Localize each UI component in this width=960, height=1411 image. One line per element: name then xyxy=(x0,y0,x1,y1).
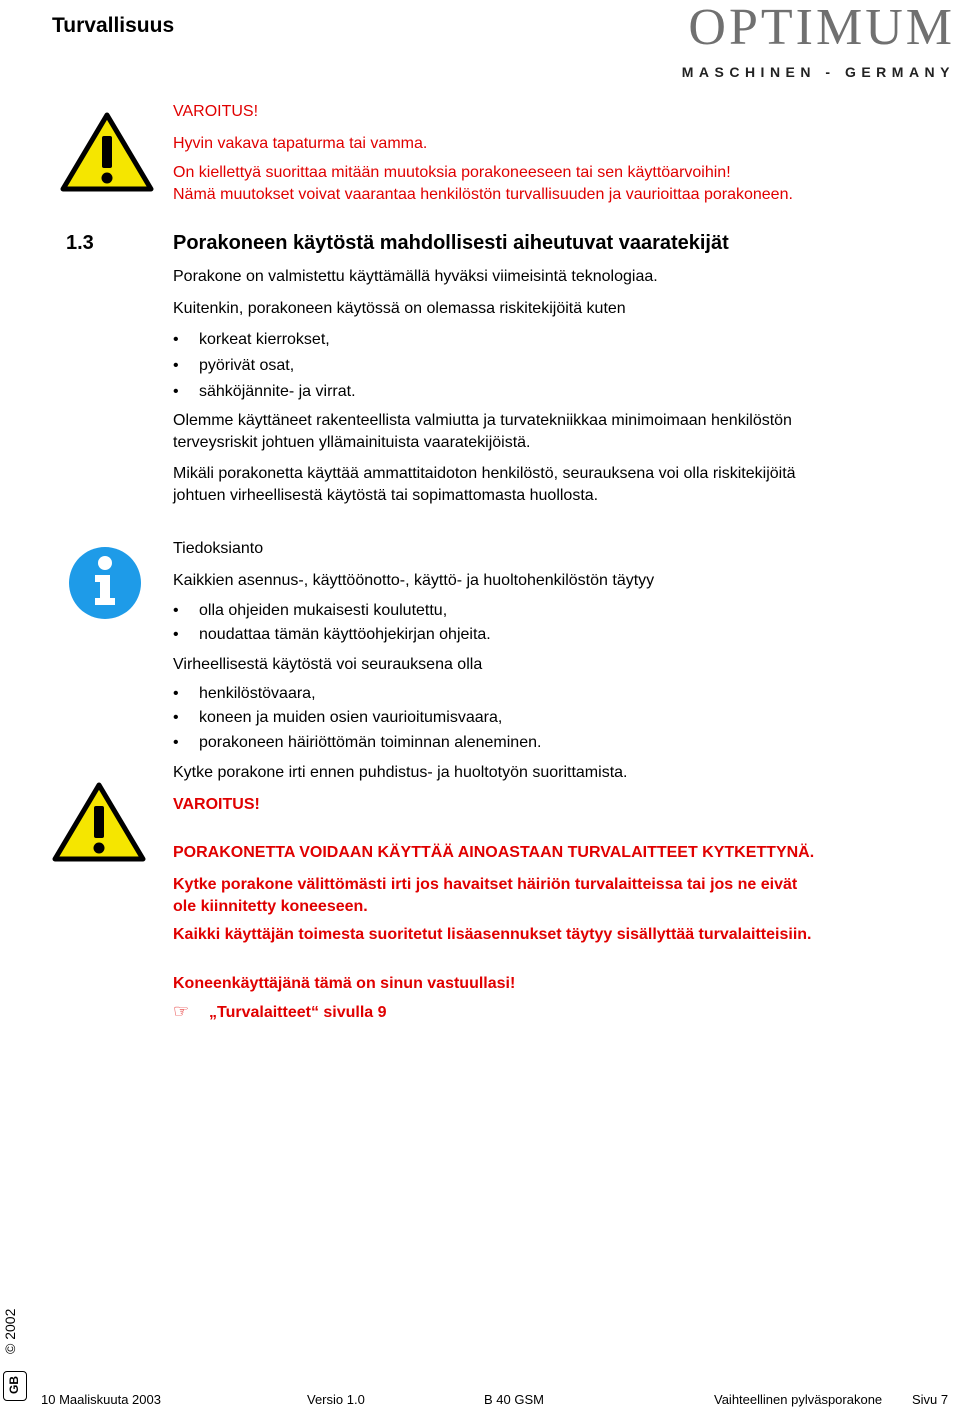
list-item: • henkilöstövaara, xyxy=(173,685,316,702)
copyright-notice: © 2002 xyxy=(2,1308,18,1354)
paragraph: terveysriskit johtuen yllämainituista vaaratekijöistä. xyxy=(173,434,531,451)
paragraph: Virheellisestä käytöstä voi seurauksena olla xyxy=(173,656,483,673)
footer-version: Versio 1.0 xyxy=(307,1392,365,1407)
warning-line: Kytke porakone välittömästi irti jos havaitset häiriön turvalaitteissa tai jos ne eivät xyxy=(173,876,798,893)
list-item: • noudattaa tämän käyttöohjekirjan ohjeita. xyxy=(173,626,491,643)
warning-triangle-icon xyxy=(60,112,154,192)
section-number: 1.3 xyxy=(66,232,94,254)
warning-label: VAROITUS! xyxy=(173,796,260,813)
list-item: • pyörivät osat, xyxy=(173,357,295,374)
logo-wordmark: OPTIMUM xyxy=(688,0,955,56)
warning-line: Kaikki käyttäjän toimesta suoritetut lisäasennukset täytyy sisällyttää turvalaitteisiin. xyxy=(173,926,812,943)
footer-model: B 40 GSM xyxy=(484,1392,544,1407)
paragraph: Porakone on valmistettu käyttämällä hyväksi viimeisintä teknologiaa. xyxy=(173,268,658,285)
footer-date: 10 Maaliskuuta 2003 xyxy=(41,1392,161,1407)
warning-triangle-icon xyxy=(52,782,146,862)
cross-reference-link[interactable]: „Turvalaitteet“ sivulla 9 xyxy=(209,1004,387,1021)
page-header-title: Turvallisuus xyxy=(52,14,175,37)
warning-line: ole kiinnitetty koneeseen. xyxy=(173,898,368,915)
optimum-logo xyxy=(655,2,955,80)
info-label: Tiedoksianto xyxy=(173,540,264,557)
logo-subtitle: MASCHINEN - GERMANY xyxy=(681,64,955,80)
list-item: • korkeat kierrokset, xyxy=(173,331,330,348)
warning-line: Koneenkäyttäjänä tämä on sinun vastuullasi! xyxy=(173,975,516,992)
cross-reference[interactable] xyxy=(173,1000,387,1024)
warning-line: Hyvin vakava tapaturma tai vamma. xyxy=(173,135,428,152)
footer-product: Vaihteellinen pylväsporakone xyxy=(714,1392,883,1407)
paragraph: johtuen virheellisestä käytöstä tai sopimattomasta huollosta. xyxy=(173,487,599,504)
list-item: • olla ohjeiden mukaisesti koulutettu, xyxy=(173,602,448,619)
warning-line: PORAKONETTA VOIDAAN KÄYTTÄÄ AINOASTAAN TURVALAITTEET KYTKETTYNÄ. xyxy=(173,844,815,861)
paragraph: Kytke porakone irti ennen puhdistus- ja huoltotyön suorittamista. xyxy=(173,764,628,781)
list-item: • sähköjännite- ja virrat. xyxy=(173,383,356,400)
footer-page: Sivu 7 xyxy=(912,1392,949,1407)
paragraph: Mikäli porakonetta käyttää ammattitaidoton henkilöstö, seurauksena voi olla riskitekijöitä xyxy=(173,465,796,482)
section-title: Porakoneen käytöstä mahdollisesti aiheutuvat vaaratekijät xyxy=(173,232,729,254)
paragraph: Olemme käyttäneet rakenteellista valmiutta ja turvatekniikkaa minimoimaan henkilöstön xyxy=(173,412,792,429)
warning-label: VAROITUS! xyxy=(173,103,259,120)
list-item: • porakoneen häiriöttömän toiminnan aleneminen. xyxy=(173,734,542,751)
list-item: • koneen ja muiden osien vaurioitumisvaara, xyxy=(173,709,503,726)
pointing-hand-icon: ☞ xyxy=(173,1001,190,1021)
paragraph: Kaikkien asennus-, käyttöönotto-, käyttö- ja huoltohenkilöstön täytyy xyxy=(173,572,655,589)
warning-line: On kiellettyä suorittaa mitään muutoksia porakoneeseen tai sen käyttöarvoihin! xyxy=(173,164,731,181)
info-icon xyxy=(68,546,142,620)
warning-line: Nämä muutokset voivat vaarantaa henkilöstön turvallisuuden ja vaurioittaa porakoneen. xyxy=(173,186,793,203)
language-badge: GB xyxy=(3,1371,27,1401)
paragraph: Kuitenkin, porakoneen käytössä on olemassa riskitekijöitä kuten xyxy=(173,300,626,317)
